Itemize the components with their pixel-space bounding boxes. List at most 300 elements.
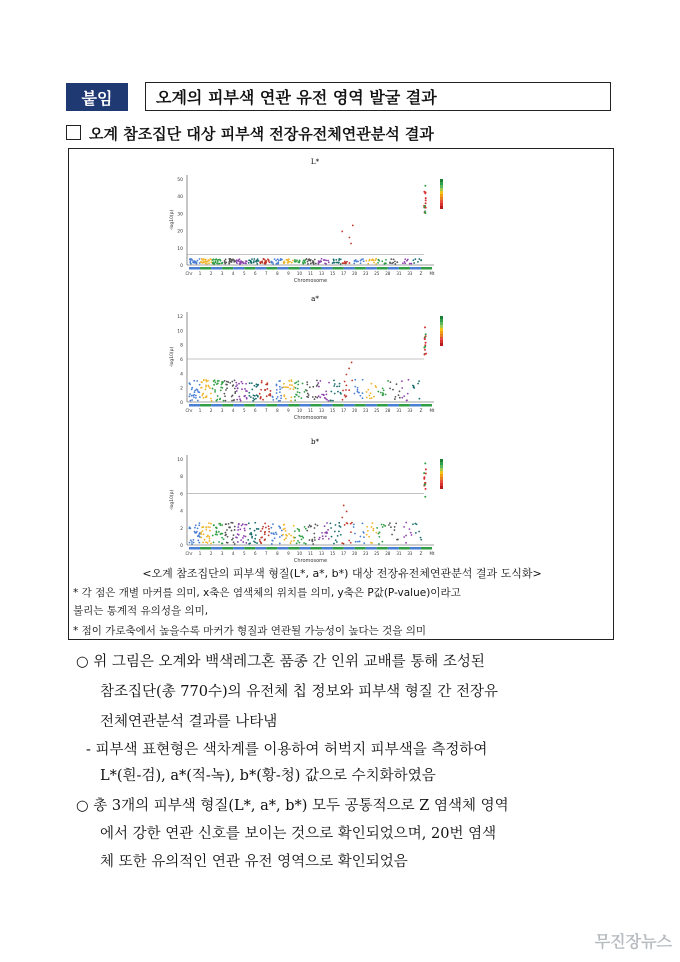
- marker-point: [311, 539, 313, 541]
- marker-point: [225, 532, 227, 534]
- marker-point: [336, 541, 338, 543]
- marker-point: [300, 397, 302, 399]
- marker-point: [353, 262, 355, 264]
- marker-point: [321, 532, 323, 534]
- xtick-1-22: Mt: [429, 408, 435, 413]
- xtick-1-5: 5: [242, 408, 246, 413]
- marker-point: [203, 533, 205, 535]
- legend-color-cell: [440, 179, 443, 182]
- marker-point: [213, 524, 215, 526]
- z-signal-point: [425, 191, 427, 193]
- marker-point: [408, 379, 410, 381]
- xtick-2-3: 3: [220, 551, 224, 556]
- xtick-0-16: 23: [363, 271, 369, 276]
- marker-point: [189, 400, 191, 402]
- marker-point: [280, 397, 282, 399]
- marker-point: [265, 527, 267, 529]
- marker-point: [365, 260, 367, 262]
- chrom-strip-segment: [299, 547, 310, 550]
- chrom-strip-segment: [410, 267, 421, 270]
- chrom-strip-segment: [189, 547, 200, 550]
- marker-point: [294, 396, 296, 398]
- marker-point: [202, 526, 204, 528]
- marker-point: [265, 260, 267, 262]
- marker-point: [333, 543, 335, 545]
- marker-point: [403, 395, 405, 397]
- marker-point: [355, 541, 357, 543]
- marker-point: [272, 263, 274, 265]
- marker-point: [367, 389, 369, 391]
- marker-point: [201, 259, 203, 261]
- marker-point: [200, 533, 202, 535]
- marker-point: [206, 263, 208, 265]
- marker-point: [413, 387, 415, 389]
- marker-point: [195, 532, 197, 534]
- marker-point: [362, 522, 364, 524]
- marker-point: [299, 392, 301, 394]
- marker-point: [276, 385, 278, 387]
- marker-point: [272, 523, 274, 525]
- marker-point: [368, 536, 370, 538]
- marker-point: [205, 526, 207, 528]
- marker-point: [272, 399, 274, 401]
- marker-point: [297, 384, 299, 386]
- marker-point: [359, 541, 361, 543]
- marker-point: [301, 538, 303, 540]
- panel-title-0: L*: [310, 158, 320, 166]
- marker-point: [197, 540, 199, 542]
- marker-point: [292, 260, 294, 262]
- marker-point: [206, 536, 208, 538]
- marker-point: [339, 383, 341, 385]
- marker-point: [346, 511, 348, 513]
- marker-point: [285, 398, 287, 400]
- marker-point: [362, 379, 364, 381]
- marker-point: [248, 259, 250, 261]
- ytick-2-5: 10: [177, 458, 183, 463]
- marker-point: [242, 537, 244, 539]
- chrom-strip-segment: [222, 547, 233, 550]
- manhattan-plots-svg: [69, 149, 615, 564]
- marker-point: [314, 539, 316, 541]
- marker-point: [302, 383, 304, 385]
- marker-point: [268, 260, 270, 262]
- marker-point: [199, 384, 201, 386]
- marker-point: [225, 534, 227, 536]
- marker-point: [298, 396, 300, 398]
- marker-point: [409, 528, 411, 530]
- marker-point: [330, 400, 332, 402]
- marker-point: [239, 528, 241, 530]
- xtick-2-6: 6: [253, 551, 257, 556]
- marker-point: [191, 541, 193, 543]
- chrom-strip-segment: [421, 547, 432, 550]
- marker-point: [304, 526, 306, 528]
- marker-point: [331, 536, 333, 538]
- marker-point: [419, 398, 421, 400]
- xtick-2-0: Chr: [185, 551, 193, 556]
- marker-point: [193, 380, 195, 382]
- marker-point: [389, 388, 391, 390]
- chrom-strip-segment: [189, 267, 200, 270]
- marker-point: [407, 393, 409, 395]
- xlabel-0: Chromosome: [293, 278, 328, 284]
- marker-point: [246, 398, 248, 400]
- marker-point: [373, 396, 375, 398]
- marker-point: [383, 524, 385, 526]
- chrom-strip-segment: [344, 547, 355, 550]
- marker-point: [287, 262, 289, 264]
- marker-point: [343, 543, 345, 545]
- legend-color-cell: [440, 322, 443, 325]
- xtick-1-4: 4: [231, 408, 235, 413]
- marker-point: [315, 263, 317, 265]
- marker-point: [226, 529, 228, 531]
- marker-point: [228, 263, 230, 265]
- marker-point: [417, 383, 419, 385]
- marker-point: [235, 386, 237, 388]
- chrom-strip-segment: [255, 404, 266, 407]
- marker-point: [212, 535, 214, 537]
- marker-point: [268, 535, 270, 537]
- marker-point: [372, 529, 374, 531]
- xtick-1-12: 13: [318, 408, 325, 413]
- marker-point: [266, 395, 268, 397]
- marker-point: [224, 395, 226, 397]
- marker-point: [307, 261, 309, 263]
- marker-point: [330, 527, 332, 529]
- marker-point: [279, 391, 281, 393]
- marker-point: [412, 259, 414, 261]
- marker-point: [255, 534, 257, 536]
- marker-point: [270, 532, 272, 534]
- marker-point: [317, 382, 319, 384]
- marker-point: [411, 534, 413, 536]
- marker-point: [268, 528, 270, 530]
- marker-point: [226, 387, 228, 389]
- marker-point: [227, 542, 229, 544]
- marker-point: [195, 397, 197, 399]
- marker-point: [229, 527, 231, 529]
- marker-point: [345, 263, 347, 265]
- marker-point: [213, 541, 215, 543]
- marker-point: [325, 394, 327, 396]
- xtick-0-22: Mt: [429, 271, 435, 276]
- legend-color-cell: [440, 191, 443, 194]
- marker-point: [313, 263, 315, 265]
- marker-point: [261, 382, 263, 384]
- marker-point: [214, 382, 216, 384]
- xtick-2-12: 13: [318, 551, 325, 556]
- marker-point: [294, 530, 296, 532]
- marker-point: [296, 381, 298, 383]
- marker-point: [396, 261, 398, 263]
- ytick-1-4: 8: [180, 343, 183, 349]
- xtick-2-8: 8: [276, 551, 279, 556]
- marker-point: [250, 532, 252, 534]
- marker-point: [325, 263, 327, 265]
- marker-point: [325, 390, 327, 392]
- marker-point: [215, 534, 217, 536]
- marker-point: [273, 532, 275, 534]
- marker-point: [342, 262, 344, 264]
- marker-point: [276, 398, 278, 400]
- marker-point: [235, 382, 237, 384]
- marker-point: [275, 260, 277, 262]
- marker-point: [191, 259, 193, 261]
- marker-point: [381, 524, 383, 526]
- marker-point: [352, 225, 354, 227]
- checkbox-square-icon: [66, 125, 81, 140]
- marker-point: [367, 263, 369, 265]
- xtick-0-6: 6: [253, 271, 257, 276]
- legend-color-cell: [440, 471, 443, 474]
- marker-point: [308, 394, 310, 396]
- marker-point: [338, 522, 340, 524]
- legend-color-cell: [440, 468, 443, 471]
- marker-point: [270, 390, 272, 392]
- marker-point: [245, 542, 247, 544]
- marker-point: [251, 261, 253, 263]
- marker-point: [219, 263, 221, 265]
- marker-point: [238, 534, 240, 536]
- marker-point: [202, 393, 204, 395]
- marker-point: [199, 396, 201, 398]
- chrom-strip-segment: [399, 267, 410, 270]
- xtick-0-1: 1: [198, 271, 202, 276]
- marker-point: [262, 399, 264, 401]
- ytick-2-3: 6: [180, 492, 183, 498]
- chrom-strip-segment: [311, 267, 322, 270]
- marker-point: [371, 526, 373, 528]
- marker-point: [203, 397, 205, 399]
- marker-point: [286, 535, 288, 537]
- marker-point: [403, 536, 405, 538]
- marker-point: [343, 505, 345, 507]
- z-signal-point: [425, 472, 427, 474]
- ylabel-1: -log10(p): [170, 346, 175, 368]
- marker-point: [346, 374, 348, 376]
- marker-point: [200, 261, 202, 263]
- marker-point: [321, 394, 323, 396]
- marker-point: [203, 258, 205, 260]
- marker-point: [296, 394, 298, 396]
- marker-point: [259, 539, 261, 541]
- marker-point: [282, 534, 284, 536]
- marker-point: [394, 529, 396, 531]
- marker-point: [208, 262, 210, 264]
- marker-point: [212, 261, 214, 263]
- z-signal-point: [425, 488, 427, 490]
- marker-point: [215, 258, 217, 260]
- marker-point: [382, 392, 384, 394]
- body-line-6: ○ 총 3개의 피부색 형질(L*, a*, b*) 모두 공통적으로 Z 염색체 영역: [76, 798, 509, 814]
- marker-point: [279, 527, 281, 529]
- marker-point: [200, 537, 202, 539]
- marker-point: [202, 530, 204, 532]
- marker-point: [220, 386, 222, 388]
- marker-point: [338, 525, 340, 527]
- marker-point: [237, 541, 239, 543]
- marker-point: [332, 400, 334, 402]
- legend-color-cell: [440, 343, 443, 346]
- marker-point: [206, 396, 208, 398]
- marker-point: [230, 522, 232, 524]
- marker-point: [328, 262, 330, 264]
- marker-point: [404, 258, 406, 260]
- marker-point: [288, 533, 290, 535]
- ytick-1-5: 10: [177, 329, 183, 335]
- xtick-1-2: 2: [209, 408, 213, 413]
- chrom-strip-segment: [277, 547, 288, 550]
- marker-point: [210, 393, 212, 395]
- marker-point: [298, 542, 300, 544]
- marker-point: [394, 398, 396, 400]
- marker-point: [219, 399, 221, 401]
- marker-point: [225, 262, 227, 264]
- chrom-strip-segment: [366, 404, 377, 407]
- marker-point: [344, 261, 346, 263]
- marker-point: [409, 263, 411, 265]
- marker-point: [392, 262, 394, 264]
- chrom-strip-segment: [399, 547, 410, 550]
- body-line-7: 에서 강한 연관 신호를 보이는 것으로 확인되었으며, 20번 염색: [100, 826, 497, 842]
- marker-point: [248, 262, 250, 264]
- marker-point: [205, 386, 207, 388]
- marker-point: [223, 393, 225, 395]
- marker-point: [251, 389, 253, 391]
- marker-point: [318, 395, 320, 397]
- marker-point: [304, 391, 306, 393]
- marker-point: [312, 396, 314, 398]
- marker-point: [233, 534, 235, 536]
- marker-point: [246, 390, 248, 392]
- marker-point: [318, 386, 320, 388]
- marker-point: [272, 396, 274, 398]
- marker-point: [410, 263, 412, 265]
- marker-point: [195, 261, 197, 263]
- marker-point: [354, 379, 356, 381]
- xtick-0-3: 3: [220, 271, 224, 276]
- marker-point: [217, 261, 219, 263]
- marker-point: [355, 261, 357, 263]
- marker-point: [345, 389, 347, 391]
- marker-point: [225, 389, 227, 391]
- marker-point: [217, 395, 219, 397]
- marker-point: [204, 539, 206, 541]
- marker-point: [246, 524, 248, 526]
- marker-point: [420, 539, 422, 541]
- marker-point: [189, 261, 191, 263]
- marker-point: [229, 261, 231, 263]
- marker-point: [272, 540, 274, 542]
- marker-point: [306, 381, 308, 383]
- marker-point: [344, 524, 346, 526]
- marker-point: [338, 531, 340, 533]
- marker-point: [225, 258, 227, 260]
- marker-point: [251, 537, 253, 539]
- marker-point: [269, 395, 271, 397]
- marker-point: [189, 542, 191, 544]
- marker-point: [413, 385, 415, 387]
- marker-point: [330, 523, 332, 525]
- marker-point: [392, 389, 394, 391]
- marker-point: [290, 379, 292, 381]
- xtick-2-21: Z: [419, 551, 423, 556]
- xtick-2-7: 7: [265, 551, 268, 556]
- marker-point: [314, 398, 316, 400]
- marker-point: [283, 386, 285, 388]
- chrom-strip-segment: [344, 267, 355, 270]
- marker-point: [207, 542, 209, 544]
- marker-point: [375, 532, 377, 534]
- marker-point: [399, 397, 401, 399]
- marker-point: [350, 531, 352, 533]
- marker-point: [228, 523, 230, 525]
- legend-color-cell: [440, 337, 443, 340]
- marker-point: [307, 393, 309, 395]
- chrom-strip-segment: [366, 267, 377, 270]
- marker-point: [225, 523, 227, 525]
- marker-point: [279, 388, 281, 390]
- marker-point: [357, 389, 359, 391]
- marker-point: [323, 394, 325, 396]
- marker-point: [220, 390, 222, 392]
- marker-point: [321, 258, 323, 260]
- marker-point: [350, 523, 352, 525]
- marker-point: [406, 399, 408, 401]
- marker-point: [394, 260, 396, 262]
- marker-point: [276, 533, 278, 535]
- marker-point: [236, 537, 238, 539]
- marker-point: [358, 392, 360, 394]
- marker-point: [231, 530, 233, 532]
- ytick-0-5: 50: [177, 178, 183, 183]
- legend-color-cell: [440, 474, 443, 477]
- marker-point: [296, 259, 298, 261]
- marker-point: [276, 392, 278, 394]
- marker-point: [283, 394, 285, 396]
- marker-point: [361, 259, 363, 261]
- panel-title-2: b*: [311, 438, 319, 446]
- marker-point: [348, 368, 350, 370]
- marker-point: [351, 380, 353, 382]
- z-signal-point: [425, 207, 427, 209]
- xtick-1-10: 10: [296, 408, 303, 413]
- marker-point: [254, 522, 256, 524]
- marker-point: [234, 388, 236, 390]
- marker-point: [371, 542, 373, 544]
- marker-point: [227, 381, 229, 383]
- marker-point: [266, 388, 268, 390]
- marker-point: [231, 261, 233, 263]
- marker-point: [193, 539, 195, 541]
- marker-point: [366, 391, 368, 393]
- xtick-2-14: 17: [341, 551, 347, 556]
- marker-point: [221, 533, 223, 535]
- marker-point: [316, 397, 318, 399]
- marker-point: [238, 396, 240, 398]
- xtick-0-10: 10: [296, 271, 303, 276]
- marker-point: [265, 262, 267, 264]
- marker-point: [305, 543, 307, 545]
- chrom-strip-segment: [366, 547, 377, 550]
- marker-point: [253, 385, 255, 387]
- marker-point: [316, 380, 318, 382]
- chrom-strip-segment: [189, 404, 200, 407]
- marker-point: [353, 526, 355, 528]
- marker-point: [322, 535, 324, 537]
